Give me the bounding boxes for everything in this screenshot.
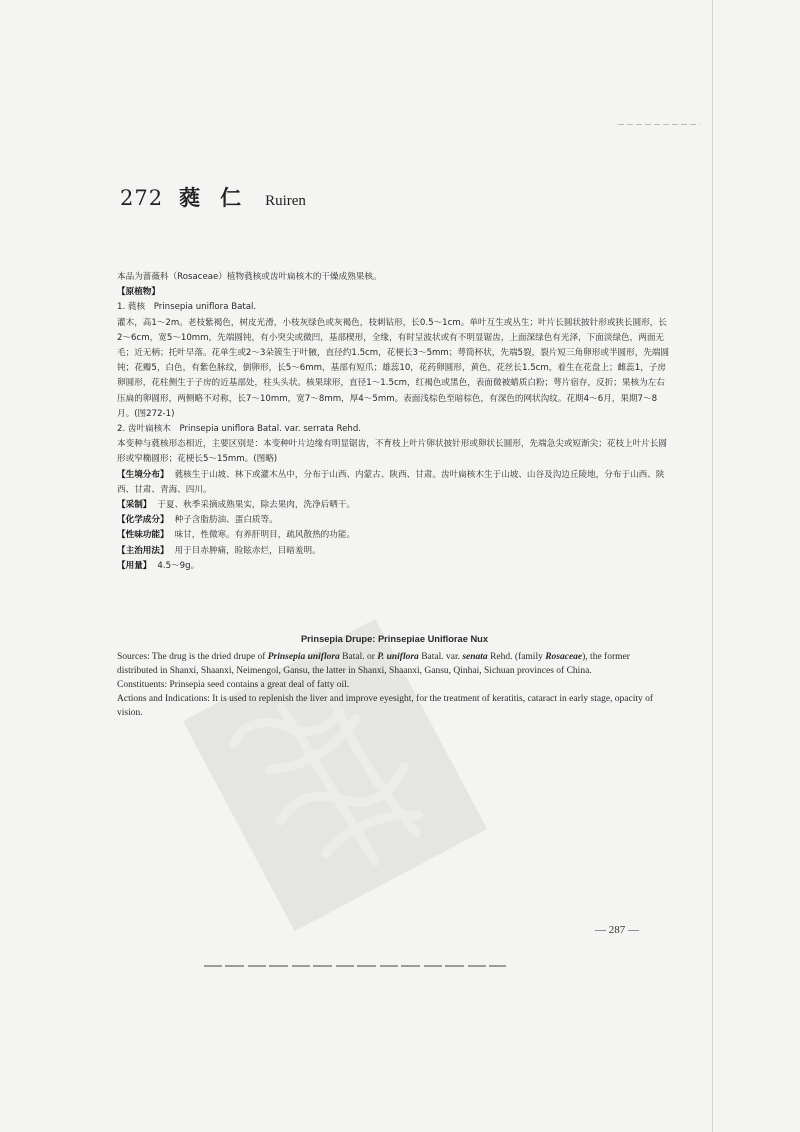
section-chemistry xyxy=(117,513,672,528)
section-label: 【生境分布】 xyxy=(117,469,169,480)
species-name: P. uniflora xyxy=(377,652,419,662)
top-dotted-rule xyxy=(618,124,700,125)
section-text: 用于目赤肿痛，睑眩赤烂，目暗羞明。 xyxy=(174,545,321,556)
english-sources xyxy=(117,650,672,678)
scan-edge-line xyxy=(712,0,713,1132)
sources-text: Rehd. (family xyxy=(487,652,546,662)
section-label: 【采制】 xyxy=(117,500,152,511)
section-text: 蕤核生于山坡、林下或灌木丛中，分布于山西、内蒙古、陕西、甘肃。齿叶扁核木生于山坡、山谷及沟边丘陵地，分布于山西、陕西、甘肃、青海、四川。 xyxy=(117,469,665,495)
section-label: 【化学成分】 xyxy=(117,515,169,526)
section-text: 味甘，性微寒。有养肝明目，疏风散热的功能。 xyxy=(174,530,356,541)
entry-number: 272 xyxy=(120,186,164,210)
entry-heading xyxy=(120,182,306,212)
section-text: 于夏、秋季采摘成熟果实，除去果肉，洗净后晒干。 xyxy=(157,500,356,511)
english-constituents: Constituents: Prinsepia seed contains a great deal of fatty oil. xyxy=(117,680,350,690)
species-name: Prinsepia uniflora xyxy=(267,652,340,662)
intro-paragraph: 本品为蔷薇科（Rosaceae）植物蕤核或齿叶扁核木的干燥成熟果核。 xyxy=(117,272,382,282)
plant2-name: 2. 齿叶扁核木 Prinsepia uniflora Batal. var. serrata Rehd. xyxy=(117,424,362,435)
section-label: 【性味功能】 xyxy=(117,530,169,541)
section-label: 【主治用法】 xyxy=(117,545,169,556)
section-label: 【用量】 xyxy=(117,560,152,571)
entry-title-pinyin: Ruiren xyxy=(265,193,306,209)
plant1-description: 灌木，高1～2m。老枝紫褐色，树皮光滑，小枝灰绿色或灰褐色，枝刺钻形，长0.5～1cm。单叶互生或丛生；叶片长圆状披针形或狭长圆形，长2～6cm，宽5～10mm，先端圆钝，有小突尖或微凹，基部楔形，全缘，有时呈波状或有不明显锯齿，上面深绿色有光泽，下面淡绿色，两面无毛；近无柄；托叶早落。花单生或2～3朵簇生于叶腋，直径约1.5cm，花梗长3～5mm；萼筒杯状，先端5裂，裂片短三角卵形或半圆形，先端圆钝；花瓣5，白色，有紫色脉纹，倒卵形，长5～6mm，基部有短爪；雄蕊10，花药卵圆形，黄色，花丝长1.5cm，着生在花盘上；雌蕊1，子房卵圆形，花柱侧生于子房的近基部处，柱头头状。核果球形，直径1～1.5cm，红褐色或黑色，表面微被蜡质白粉；萼片宿存，反折；果核为左右压扁的卵圆形，两侧略不对称，长7～10mm，宽7～8mm，厚4～5mm。表面浅棕色至暗棕色，有深色的网状沟纹。花期4～6月，果期7～8月。(图272-1) xyxy=(117,317,670,419)
page-number: — 287 — xyxy=(595,924,639,936)
section-dosage xyxy=(117,559,672,574)
sources-text: Sources: The drug is the dried drupe of xyxy=(117,652,268,662)
section-properties xyxy=(117,528,672,543)
english-title: Prinsepia Drupe: Prinsepiae Uniflorae Nux xyxy=(300,634,489,644)
section-habitat xyxy=(117,468,672,498)
section-text: 种子含脂肪油、蛋白质等。 xyxy=(174,515,278,526)
sources-text: ), the former distributed in Shanxi, Shaanxi, Neimengol, Gansu, the latter in Shanxi, Shaanxi, Gansu, Qinhai, Sichuan provinces of China. xyxy=(117,652,630,676)
english-actions: Actions and Indications: It is used to replenish the liver and improve eyesight, for the treatment of keratitis, cataract in early stage, opacity of vision. xyxy=(117,694,654,718)
bottom-dashed-rule xyxy=(204,965,506,967)
english-text-block xyxy=(117,632,672,720)
section-harvest xyxy=(117,498,672,513)
plant2-description: 本变种与蕤核形态相近，主要区别是：本变种叶片边缘有明显锯齿，不育枝上叶片卵状披针形或卵状长圆形，先端急尖或短渐尖；花枝上叶片长圆形或窄椭圆形；花梗长5～15mm。(图略) xyxy=(117,439,668,465)
section-text: 4.5～9g。 xyxy=(157,560,200,571)
family-name: Rosaceae xyxy=(545,652,583,662)
chinese-text-block xyxy=(117,270,672,574)
entry-title-chinese: 蕤仁 xyxy=(179,186,262,210)
sources-text: Batal. var. xyxy=(418,652,463,662)
sources-text: Batal. or xyxy=(339,652,378,662)
section-usage xyxy=(117,544,672,559)
origin-label: 【原植物】 xyxy=(117,287,160,298)
variety-name: senata xyxy=(462,652,488,662)
plant1-name: 1. 蕤核 Prinsepia uniflora Batal. xyxy=(117,302,257,313)
